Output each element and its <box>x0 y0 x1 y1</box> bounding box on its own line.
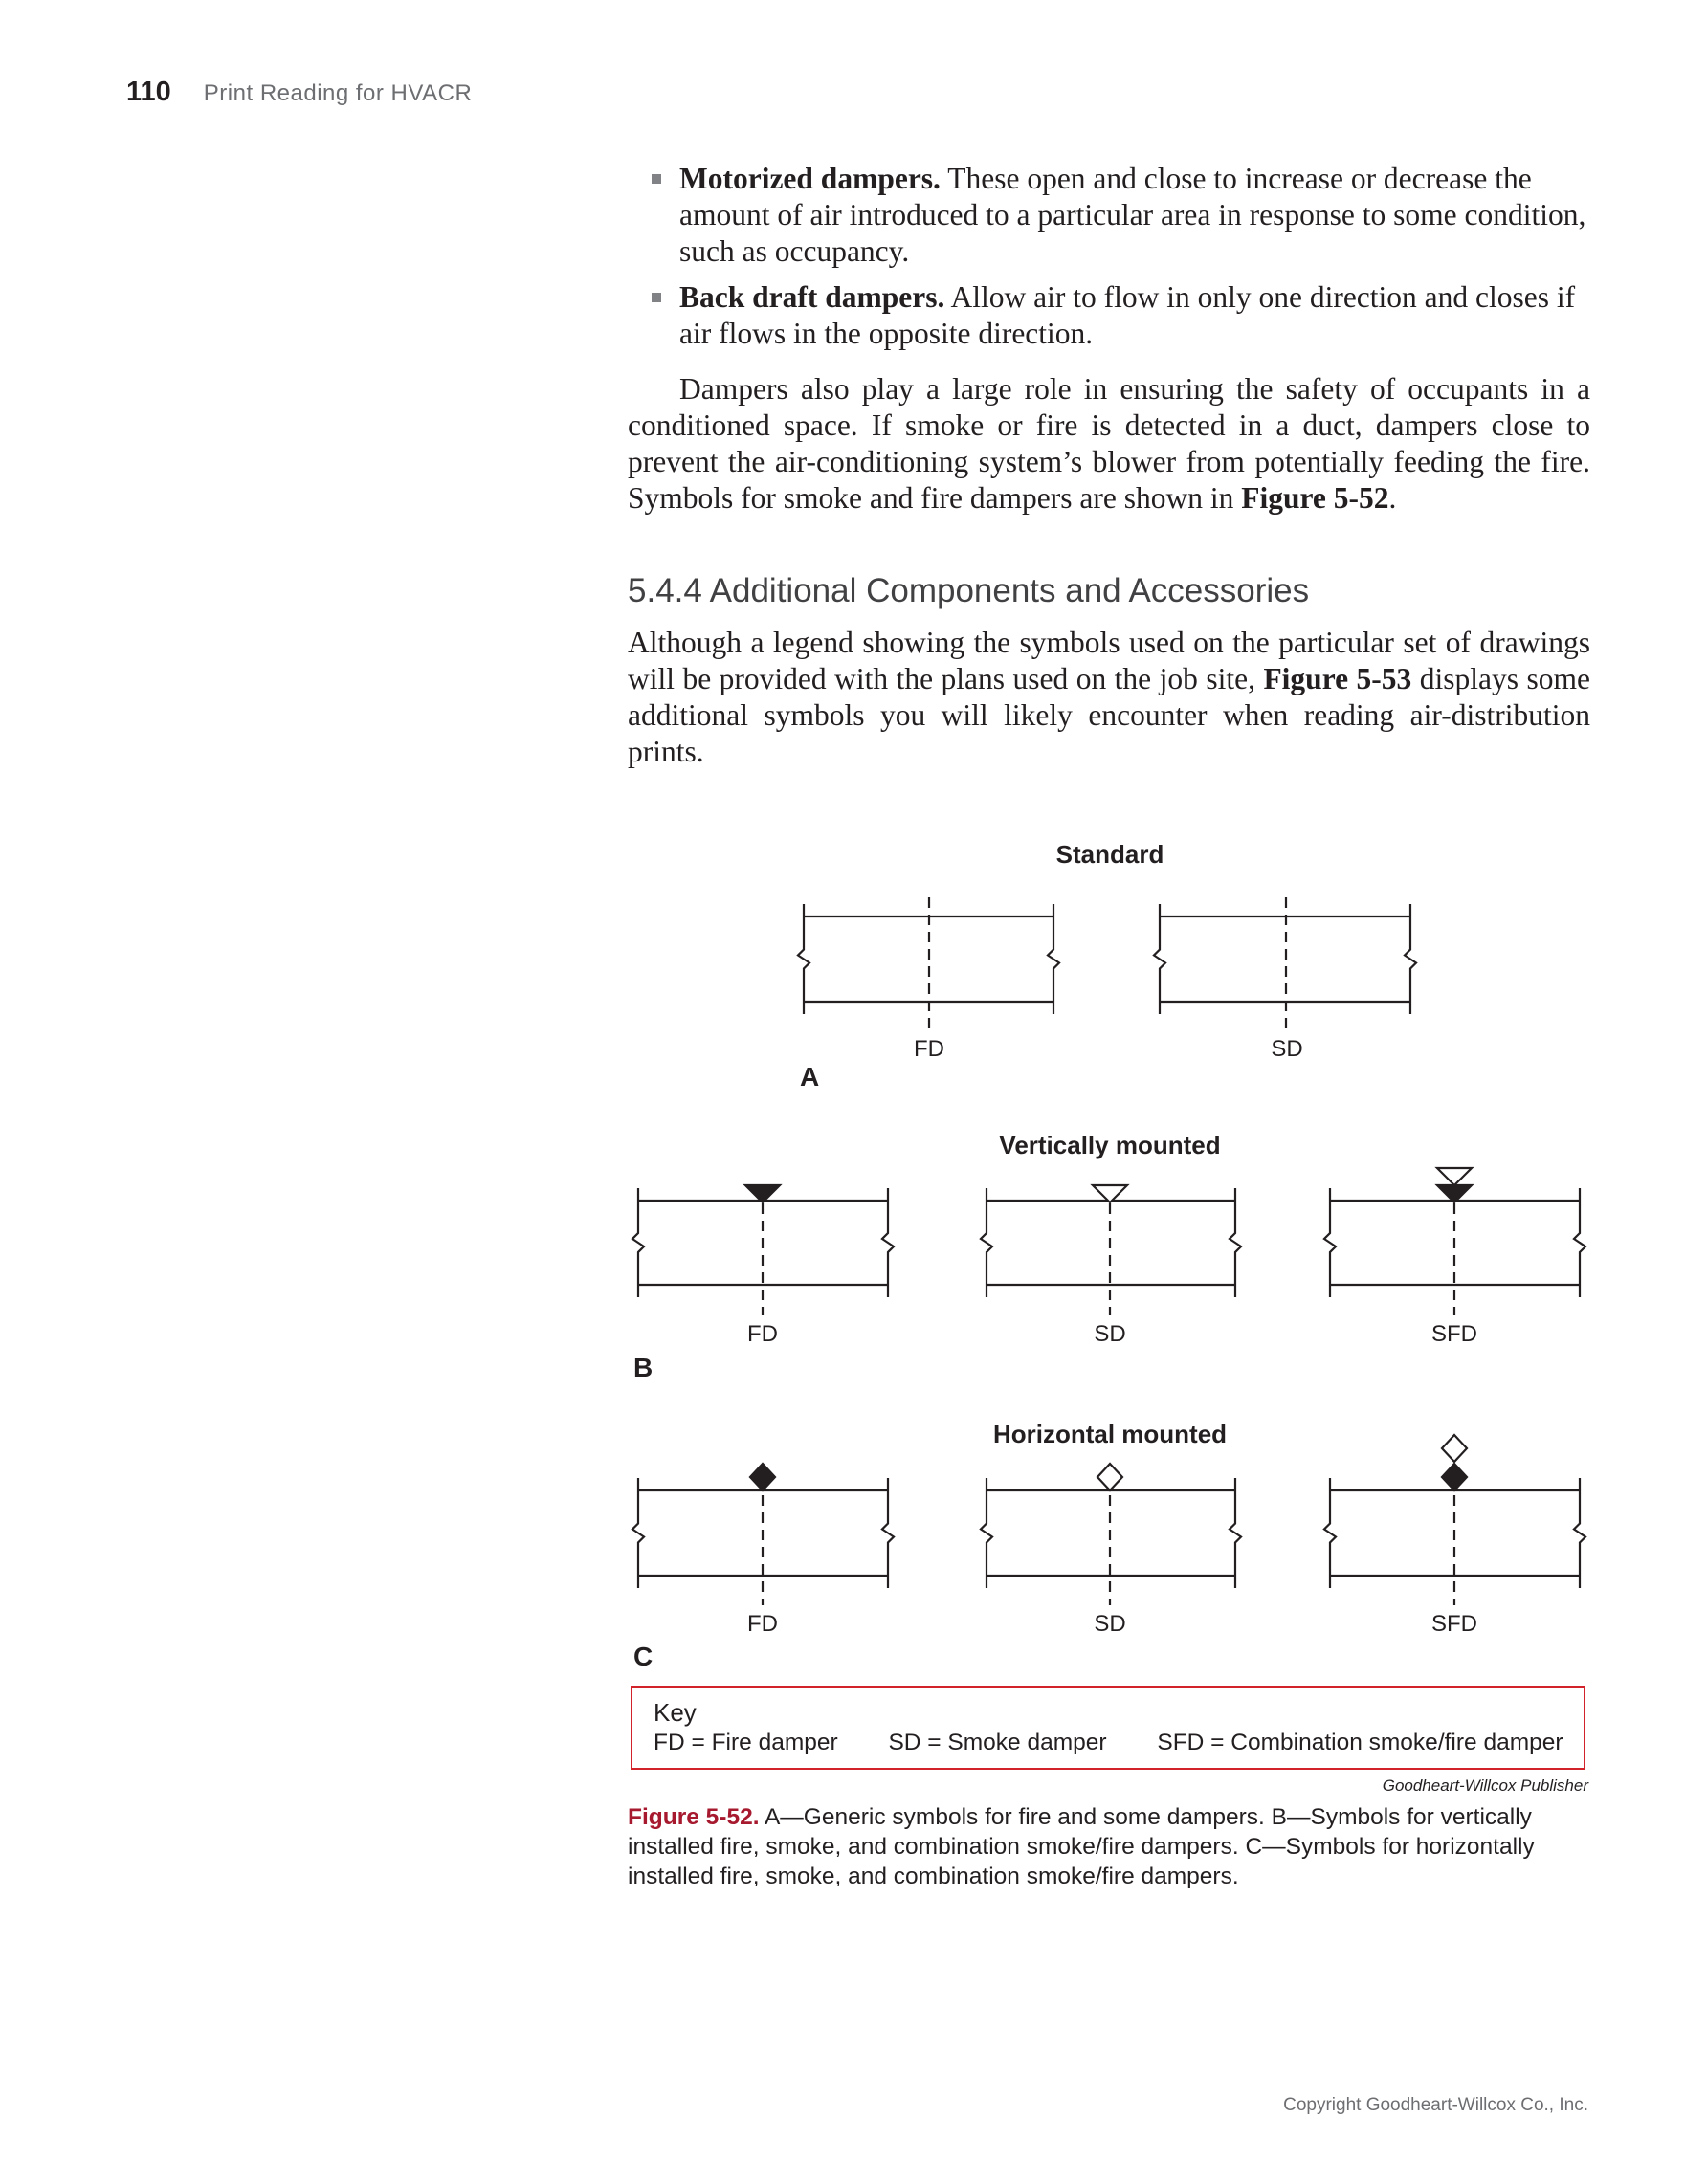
running-head: Print Reading for HVACR <box>203 80 473 106</box>
duct-break-symbol <box>882 1478 894 1588</box>
fire-damper-diamond-icon <box>750 1464 775 1490</box>
key-item-sd: SD = Smoke damper <box>888 1730 1107 1755</box>
duct-break-symbol <box>1324 1478 1336 1588</box>
smoke-damper-diamond-icon <box>1442 1435 1467 1462</box>
duct-break-symbol <box>1230 1478 1241 1588</box>
page-number: 110 <box>126 77 171 107</box>
panel-c-letter: C <box>633 1642 654 1671</box>
panel-a-letter: A <box>800 1062 820 1092</box>
caption-label: Figure 5-52. <box>628 1804 760 1830</box>
duct-break-symbol <box>632 1478 644 1588</box>
bullet-text: These open and close to increase or decrease the amount of air introduced to a particular area in response to some condition, such as occupancy. <box>679 162 1586 268</box>
figure-reference: Figure 5-53 <box>1263 662 1412 695</box>
duct-label-fd: FD <box>914 1036 944 1062</box>
key-title: Key <box>654 1698 697 1727</box>
key-items <box>654 1730 1607 1756</box>
duct-break-symbol <box>798 904 809 1014</box>
panel-b-letter: B <box>633 1353 654 1382</box>
duct-label-sd: SD <box>1094 1321 1126 1347</box>
body-paragraph-components: Although a legend showing the symbols used on the particular set of drawings will be provided with the plans used on the job site, Figure 5-53 displays some additional symbols you will likely encounter when reading air-distribution prints. <box>628 626 1590 768</box>
key-item-sfd: SFD = Combination smoke/fire damper <box>1157 1730 1563 1755</box>
duct-break-symbol <box>1324 1188 1336 1297</box>
duct-break-symbol <box>1048 904 1059 1014</box>
duct-break-symbol <box>632 1188 644 1297</box>
duct-break-symbol <box>981 1188 992 1297</box>
body-paragraph-dampers-safety: Dampers also play a large role in ensuring the safety of occupants in a conditioned space. If smoke or fire is detected in a duct, dampers close to prevent the air-conditioning system’s blower from potentially feeding the fire. Symbols for smoke and fire dampers are shown in Figure 5-52. <box>628 372 1590 515</box>
symbol-key <box>631 1686 1585 1770</box>
figure-reference: Figure 5-52 <box>1241 481 1389 515</box>
duct-label-sd: SD <box>1094 1611 1126 1637</box>
panel-c-heading: Horizontal mounted <box>992 1420 1228 1448</box>
duct-break-symbol <box>1154 904 1165 1014</box>
figure-credit: Goodheart-Willcox Publisher <box>1382 1776 1588 1795</box>
duct-break-symbol <box>882 1188 894 1297</box>
bullet-text: Allow air to flow in only one direction and closes if air flows in the opposite direction. <box>679 280 1576 350</box>
panel-b-heading: Vertically mounted <box>999 1131 1221 1159</box>
smoke-damper-triangle-icon <box>1437 1168 1472 1185</box>
duct-label-sfd: SFD <box>1431 1611 1477 1637</box>
fire-damper-diamond-icon <box>1442 1464 1467 1490</box>
duct-break-symbol <box>1574 1188 1585 1297</box>
bullet-term: Back draft dampers. <box>679 280 945 314</box>
smoke-damper-diamond-icon <box>1097 1464 1122 1490</box>
duct-break-symbol <box>1230 1188 1241 1297</box>
duct-label-sd: SD <box>1271 1036 1303 1062</box>
duct-label-fd: FD <box>747 1611 778 1637</box>
caption-text: A—Generic symbols for fire and some dampers. B—Symbols for vertically installed fire, smoke, and combination smoke/fire dampers. C—Symbols for horizontally installed fire, smoke, and combination smoke/fire dampers. <box>628 1804 1535 1889</box>
figure-caption <box>628 1802 1590 1891</box>
section-title: 5.4.4 Additional Components and Accessories <box>628 572 1310 609</box>
bullet-term: Motorized dampers. <box>679 162 941 195</box>
duct-break-symbol <box>1405 904 1416 1014</box>
panel-a-heading: Standard <box>1055 840 1164 869</box>
duct-break-symbol <box>981 1478 992 1588</box>
duct-label-sfd: SFD <box>1431 1321 1477 1347</box>
duct-break-symbol <box>1574 1478 1585 1588</box>
key-item-fd: FD = Fire damper <box>654 1730 838 1755</box>
duct-label-fd: FD <box>747 1321 778 1347</box>
copyright-notice: Copyright Goodheart-Willcox Co., Inc. <box>1283 2095 1588 2115</box>
